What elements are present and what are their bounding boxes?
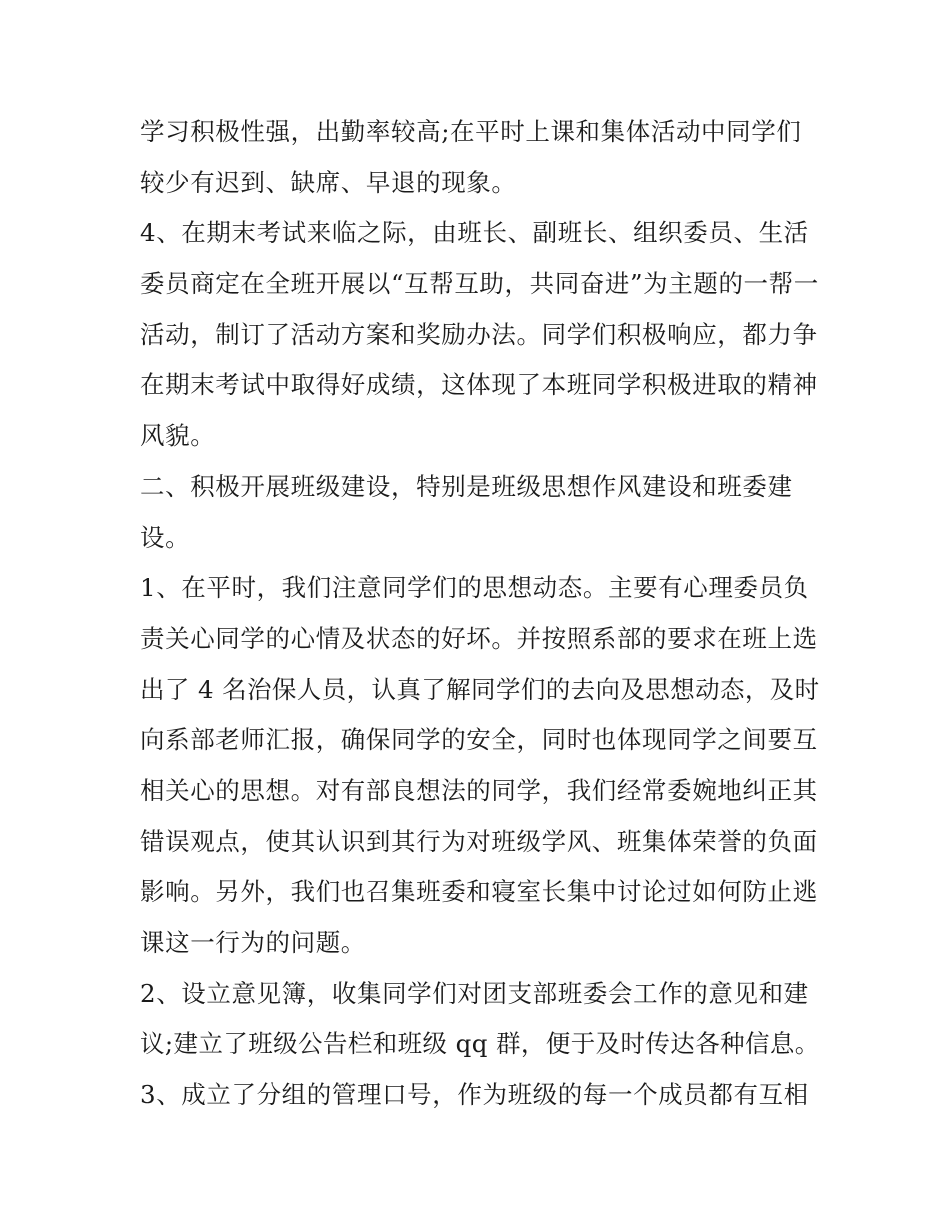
section-heading: 设。 — [140, 522, 191, 552]
text-line: 课这一行为的问题。 — [140, 928, 366, 957]
text-line: 活动，制订了活动方案和奖励办法。同学们积极响应，都力争 — [140, 319, 818, 349]
text-line: 3、成立了分组的管理口号，作为班级的每一个成员都有互相 — [140, 1080, 809, 1110]
text-line: 2、设立意见簿，收集同学们对团支部班委会工作的意见和建 — [140, 978, 809, 1008]
text-line: 向系部老师汇报，确保同学的安全，同时也体现同学之间要互 — [140, 725, 818, 755]
text-line: 在期末考试中取得好成绩，这体现了本班同学积极进取的精神 — [140, 370, 818, 400]
document-body — [140, 107, 820, 1121]
text-line: 风貌。 — [140, 421, 216, 451]
text-line: 出了 4 名治保人员，认真了解同学们的去向及思想动态，及时 — [140, 674, 820, 704]
text-line: 责关心同学的心情及状态的好坏。并按照系部的要求在班上选 — [140, 623, 818, 653]
text-line: 学习积极性强，出勤率较高;在平时上课和集体活动中同学们 — [140, 117, 802, 146]
text-line: 较少有迟到、缺席、早退的现象。 — [140, 167, 517, 197]
text-line: 错误观点，使其认识到其行为对班级学风、班集体荣誉的负面 — [140, 826, 818, 856]
text-line: 议;建立了班级公告栏和班级 qq 群，便于及时传达各种信息。 — [140, 1029, 820, 1059]
text-line: 相关心的思想。对有部良想法的同学，我们经常委婉地纠正其 — [140, 775, 818, 805]
text-line: 委员商定在全班开展以“互帮互助，共同奋进”为主题的一帮一 — [140, 269, 819, 299]
text-line: 影响。另外，我们也召集班委和寝室长集中讨论过如何防止逃 — [140, 877, 818, 907]
section-heading: 二、积极开展班级建设，特别是班级思想作风建设和班委建 — [140, 471, 793, 501]
text-line: 4、在期末考试来临之际，由班长、副班长、组织委员、生活 — [140, 218, 809, 248]
text-line: 1、在平时，我们注意同学们的思想动态。主要有心理委员负 — [140, 573, 809, 603]
